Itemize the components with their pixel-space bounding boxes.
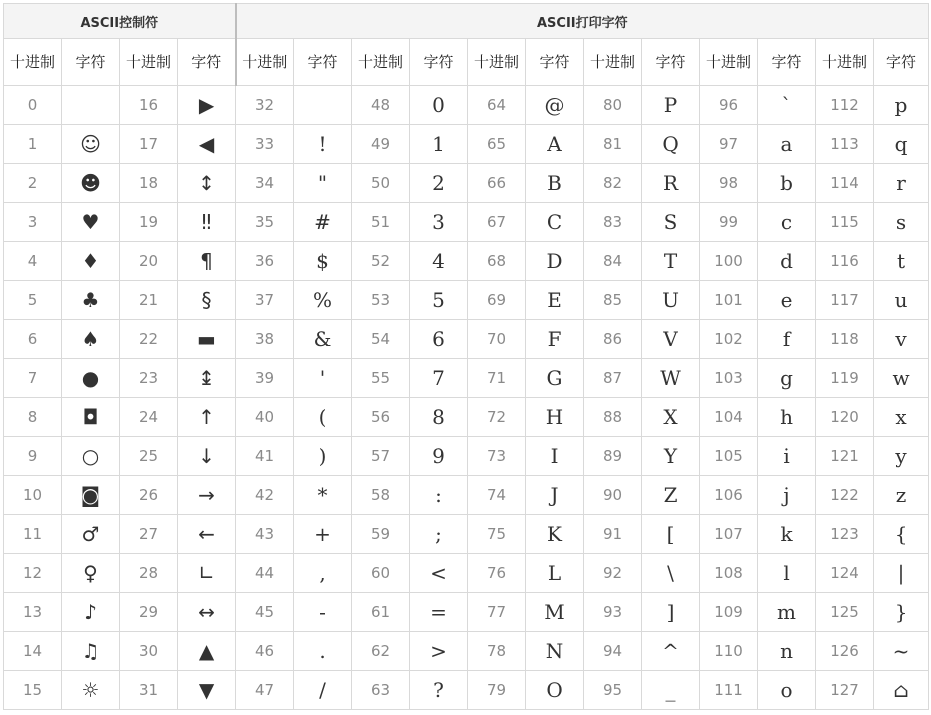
- decimal-cell: 21: [120, 281, 178, 320]
- decimal-cell: 106: [700, 476, 758, 515]
- decimal-cell: 64: [468, 86, 526, 125]
- decimal-cell: 67: [468, 203, 526, 242]
- table-row: [4, 671, 929, 710]
- char-cell: d: [758, 242, 816, 281]
- char-cell: §: [178, 281, 236, 320]
- decimal-cell: 8: [4, 398, 62, 437]
- char-cell: a: [758, 125, 816, 164]
- printable-chars-title: ASCII打印字符: [236, 4, 929, 39]
- decimal-cell: 45: [236, 593, 294, 632]
- char-cell: w: [874, 359, 929, 398]
- decimal-cell: 81: [584, 125, 642, 164]
- decimal-cell: 18: [120, 164, 178, 203]
- char-cell: b: [758, 164, 816, 203]
- decimal-cell: 23: [120, 359, 178, 398]
- char-cell: ♠: [62, 320, 120, 359]
- decimal-cell: 24: [120, 398, 178, 437]
- decimal-cell: 54: [352, 320, 410, 359]
- char-cell: t: [874, 242, 929, 281]
- char-cell: R: [642, 164, 700, 203]
- decimal-cell: 89: [584, 437, 642, 476]
- char-cell: p: [874, 86, 929, 125]
- char-cell: g: [758, 359, 816, 398]
- char-cell: h: [758, 398, 816, 437]
- char-cell: i: [758, 437, 816, 476]
- decimal-cell: 87: [584, 359, 642, 398]
- decimal-cell: 22: [120, 320, 178, 359]
- char-cell: !: [294, 125, 352, 164]
- char-column-header: 字符: [874, 39, 929, 86]
- char-column-header: 字符: [178, 39, 236, 86]
- decimal-cell: 103: [700, 359, 758, 398]
- decimal-cell: 88: [584, 398, 642, 437]
- char-cell: +: [294, 515, 352, 554]
- char-cell: J: [526, 476, 584, 515]
- decimal-cell: 40: [236, 398, 294, 437]
- table-row: [4, 203, 929, 242]
- char-cell: ‼: [178, 203, 236, 242]
- char-cell: ☺: [62, 125, 120, 164]
- decimal-cell: 42: [236, 476, 294, 515]
- char-cell: e: [758, 281, 816, 320]
- char-cell: ): [294, 437, 352, 476]
- char-cell: ♀: [62, 554, 120, 593]
- decimal-cell: 79: [468, 671, 526, 710]
- decimal-cell: 127: [816, 671, 874, 710]
- char-cell: ▼: [178, 671, 236, 710]
- decimal-cell: 46: [236, 632, 294, 671]
- char-cell: {: [874, 515, 929, 554]
- decimal-cell: 66: [468, 164, 526, 203]
- char-cell: o: [758, 671, 816, 710]
- decimal-cell: 124: [816, 554, 874, 593]
- char-cell: F: [526, 320, 584, 359]
- char-cell: ♦: [62, 242, 120, 281]
- char-cell: B: [526, 164, 584, 203]
- ascii-table: [3, 3, 929, 710]
- table-row: [4, 476, 929, 515]
- char-cell: m: [758, 593, 816, 632]
- char-cell: :: [410, 476, 468, 515]
- decimal-cell: 35: [236, 203, 294, 242]
- decimal-cell: 102: [700, 320, 758, 359]
- decimal-cell: 63: [352, 671, 410, 710]
- char-cell: G: [526, 359, 584, 398]
- decimal-cell: 91: [584, 515, 642, 554]
- decimal-cell: 113: [816, 125, 874, 164]
- char-cell: x: [874, 398, 929, 437]
- decimal-cell: 62: [352, 632, 410, 671]
- char-column-header: 字符: [642, 39, 700, 86]
- char-cell: #: [294, 203, 352, 242]
- decimal-cell: 48: [352, 86, 410, 125]
- char-cell: f: [758, 320, 816, 359]
- char-cell: ♣: [62, 281, 120, 320]
- char-cell: ♪: [62, 593, 120, 632]
- char-cell: @: [526, 86, 584, 125]
- decimal-cell: 25: [120, 437, 178, 476]
- char-cell: n: [758, 632, 816, 671]
- decimal-cell: 2: [4, 164, 62, 203]
- table-row: [4, 125, 929, 164]
- decimal-cell: 57: [352, 437, 410, 476]
- char-cell: ∟: [178, 554, 236, 593]
- decimal-cell: 37: [236, 281, 294, 320]
- char-cell: ●: [62, 359, 120, 398]
- decimal-cell: 27: [120, 515, 178, 554]
- decimal-cell: 122: [816, 476, 874, 515]
- decimal-cell: 61: [352, 593, 410, 632]
- char-cell: ♥: [62, 203, 120, 242]
- decimal-cell: 44: [236, 554, 294, 593]
- char-cell: ]: [642, 593, 700, 632]
- decimal-cell: 53: [352, 281, 410, 320]
- char-cell: ♫: [62, 632, 120, 671]
- decimal-cell: 126: [816, 632, 874, 671]
- decimal-cell: 1: [4, 125, 62, 164]
- char-cell: j: [758, 476, 816, 515]
- decimal-column-header: 十进制: [816, 39, 874, 86]
- decimal-cell: 83: [584, 203, 642, 242]
- decimal-cell: 86: [584, 320, 642, 359]
- char-cell: [62, 86, 120, 125]
- char-cell: }: [874, 593, 929, 632]
- decimal-cell: 36: [236, 242, 294, 281]
- decimal-column-header: 十进制: [236, 39, 294, 86]
- char-cell: ◀: [178, 125, 236, 164]
- char-cell: ": [294, 164, 352, 203]
- char-cell: 6: [410, 320, 468, 359]
- char-cell: T: [642, 242, 700, 281]
- char-cell: ↨: [178, 359, 236, 398]
- char-cell: P: [642, 86, 700, 125]
- decimal-cell: 71: [468, 359, 526, 398]
- char-cell: ↔: [178, 593, 236, 632]
- char-cell: 9: [410, 437, 468, 476]
- char-cell: |: [874, 554, 929, 593]
- char-cell: %: [294, 281, 352, 320]
- decimal-cell: 28: [120, 554, 178, 593]
- char-cell: \: [642, 554, 700, 593]
- table-row: [4, 554, 929, 593]
- char-column-header: 字符: [62, 39, 120, 86]
- char-cell: I: [526, 437, 584, 476]
- decimal-cell: 125: [816, 593, 874, 632]
- char-cell: ▲: [178, 632, 236, 671]
- decimal-cell: 84: [584, 242, 642, 281]
- char-cell: Z: [642, 476, 700, 515]
- char-cell: ○: [62, 437, 120, 476]
- char-cell: >: [410, 632, 468, 671]
- decimal-cell: 4: [4, 242, 62, 281]
- decimal-cell: 38: [236, 320, 294, 359]
- decimal-cell: 95: [584, 671, 642, 710]
- char-cell: ,: [294, 554, 352, 593]
- char-cell: u: [874, 281, 929, 320]
- decimal-cell: 77: [468, 593, 526, 632]
- char-cell: ▶: [178, 86, 236, 125]
- decimal-cell: 20: [120, 242, 178, 281]
- decimal-cell: 70: [468, 320, 526, 359]
- decimal-cell: 104: [700, 398, 758, 437]
- decimal-cell: 29: [120, 593, 178, 632]
- decimal-cell: 43: [236, 515, 294, 554]
- decimal-cell: 123: [816, 515, 874, 554]
- char-cell: ↓: [178, 437, 236, 476]
- decimal-cell: 41: [236, 437, 294, 476]
- table-row: [4, 281, 929, 320]
- decimal-cell: 68: [468, 242, 526, 281]
- char-cell: ←: [178, 515, 236, 554]
- decimal-cell: 55: [352, 359, 410, 398]
- decimal-column-header: 十进制: [468, 39, 526, 86]
- char-cell: N: [526, 632, 584, 671]
- table-row: [4, 164, 929, 203]
- decimal-cell: 39: [236, 359, 294, 398]
- char-column-header: 字符: [410, 39, 468, 86]
- char-cell: ♂: [62, 515, 120, 554]
- char-cell: ☼: [62, 671, 120, 710]
- decimal-cell: 97: [700, 125, 758, 164]
- table-row: [4, 320, 929, 359]
- char-cell: U: [642, 281, 700, 320]
- table-row: [4, 242, 929, 281]
- char-cell: ¶: [178, 242, 236, 281]
- decimal-cell: 116: [816, 242, 874, 281]
- decimal-cell: 94: [584, 632, 642, 671]
- decimal-cell: 33: [236, 125, 294, 164]
- char-cell: ⌂: [874, 671, 929, 710]
- char-cell: &: [294, 320, 352, 359]
- char-cell: 3: [410, 203, 468, 242]
- char-cell: ↕: [178, 164, 236, 203]
- char-cell: 4: [410, 242, 468, 281]
- decimal-cell: 92: [584, 554, 642, 593]
- decimal-cell: 69: [468, 281, 526, 320]
- decimal-cell: 31: [120, 671, 178, 710]
- char-cell: [: [642, 515, 700, 554]
- char-cell: .: [294, 632, 352, 671]
- char-cell: ': [294, 359, 352, 398]
- decimal-cell: 14: [4, 632, 62, 671]
- char-cell: M: [526, 593, 584, 632]
- char-cell: c: [758, 203, 816, 242]
- decimal-cell: 118: [816, 320, 874, 359]
- decimal-cell: 11: [4, 515, 62, 554]
- decimal-cell: 26: [120, 476, 178, 515]
- char-cell: 0: [410, 86, 468, 125]
- decimal-cell: 90: [584, 476, 642, 515]
- decimal-column-header: 十进制: [584, 39, 642, 86]
- char-column-header: 字符: [294, 39, 352, 86]
- char-cell: ◘: [62, 398, 120, 437]
- char-cell: 5: [410, 281, 468, 320]
- char-cell: ^: [642, 632, 700, 671]
- char-cell: Y: [642, 437, 700, 476]
- char-cell: →: [178, 476, 236, 515]
- decimal-cell: 101: [700, 281, 758, 320]
- decimal-cell: 9: [4, 437, 62, 476]
- decimal-cell: 75: [468, 515, 526, 554]
- decimal-cell: 85: [584, 281, 642, 320]
- char-cell: A: [526, 125, 584, 164]
- decimal-cell: 34: [236, 164, 294, 203]
- char-cell: 2: [410, 164, 468, 203]
- decimal-cell: 74: [468, 476, 526, 515]
- decimal-cell: 17: [120, 125, 178, 164]
- decimal-cell: 121: [816, 437, 874, 476]
- char-cell: *: [294, 476, 352, 515]
- decimal-cell: 10: [4, 476, 62, 515]
- decimal-column-header: 十进制: [700, 39, 758, 86]
- char-cell: 7: [410, 359, 468, 398]
- decimal-cell: 117: [816, 281, 874, 320]
- char-cell: y: [874, 437, 929, 476]
- decimal-cell: 111: [700, 671, 758, 710]
- decimal-cell: 82: [584, 164, 642, 203]
- decimal-cell: 73: [468, 437, 526, 476]
- decimal-cell: 60: [352, 554, 410, 593]
- char-cell: -: [294, 593, 352, 632]
- char-cell: ?: [410, 671, 468, 710]
- decimal-cell: 3: [4, 203, 62, 242]
- decimal-cell: 78: [468, 632, 526, 671]
- decimal-cell: 51: [352, 203, 410, 242]
- char-cell: C: [526, 203, 584, 242]
- char-cell: V: [642, 320, 700, 359]
- char-cell: (: [294, 398, 352, 437]
- char-cell: k: [758, 515, 816, 554]
- char-cell: v: [874, 320, 929, 359]
- char-cell: q: [874, 125, 929, 164]
- table-row: [4, 437, 929, 476]
- decimal-cell: 93: [584, 593, 642, 632]
- decimal-cell: 100: [700, 242, 758, 281]
- decimal-cell: 58: [352, 476, 410, 515]
- decimal-cell: 99: [700, 203, 758, 242]
- char-cell: E: [526, 281, 584, 320]
- char-cell: $: [294, 242, 352, 281]
- decimal-cell: 115: [816, 203, 874, 242]
- decimal-cell: 110: [700, 632, 758, 671]
- table-row: [4, 515, 929, 554]
- decimal-cell: 107: [700, 515, 758, 554]
- char-column-header: 字符: [526, 39, 584, 86]
- decimal-cell: 16: [120, 86, 178, 125]
- table-row: [4, 86, 929, 125]
- decimal-cell: 80: [584, 86, 642, 125]
- char-cell: r: [874, 164, 929, 203]
- char-cell: l: [758, 554, 816, 593]
- decimal-cell: 96: [700, 86, 758, 125]
- decimal-cell: 120: [816, 398, 874, 437]
- decimal-cell: 32: [236, 86, 294, 125]
- decimal-cell: 5: [4, 281, 62, 320]
- decimal-cell: 7: [4, 359, 62, 398]
- decimal-cell: 98: [700, 164, 758, 203]
- char-cell: L: [526, 554, 584, 593]
- decimal-cell: 72: [468, 398, 526, 437]
- char-cell: D: [526, 242, 584, 281]
- char-cell: ◙: [62, 476, 120, 515]
- decimal-cell: 59: [352, 515, 410, 554]
- decimal-column-header: 十进制: [352, 39, 410, 86]
- char-cell: H: [526, 398, 584, 437]
- table-row: [4, 398, 929, 437]
- char-cell: /: [294, 671, 352, 710]
- decimal-cell: 76: [468, 554, 526, 593]
- table-row: [4, 359, 929, 398]
- char-cell: X: [642, 398, 700, 437]
- decimal-cell: 65: [468, 125, 526, 164]
- char-column-header: 字符: [758, 39, 816, 86]
- table-row: [4, 593, 929, 632]
- char-cell: ▬: [178, 320, 236, 359]
- decimal-cell: 13: [4, 593, 62, 632]
- decimal-cell: 108: [700, 554, 758, 593]
- decimal-cell: 114: [816, 164, 874, 203]
- decimal-cell: 12: [4, 554, 62, 593]
- char-cell: ↑: [178, 398, 236, 437]
- char-cell: 1: [410, 125, 468, 164]
- decimal-cell: 112: [816, 86, 874, 125]
- char-cell: K: [526, 515, 584, 554]
- decimal-cell: 15: [4, 671, 62, 710]
- char-cell: [294, 86, 352, 125]
- char-cell: s: [874, 203, 929, 242]
- decimal-cell: 105: [700, 437, 758, 476]
- decimal-cell: 19: [120, 203, 178, 242]
- control-chars-title: ASCII控制符: [4, 4, 236, 39]
- char-cell: O: [526, 671, 584, 710]
- decimal-cell: 50: [352, 164, 410, 203]
- decimal-cell: 49: [352, 125, 410, 164]
- decimal-cell: 56: [352, 398, 410, 437]
- decimal-column-header: 十进制: [120, 39, 178, 86]
- char-cell: z: [874, 476, 929, 515]
- char-cell: ;: [410, 515, 468, 554]
- decimal-cell: 0: [4, 86, 62, 125]
- char-cell: <: [410, 554, 468, 593]
- table-row: [4, 632, 929, 671]
- char-cell: ☻: [62, 164, 120, 203]
- char-cell: ~: [874, 632, 929, 671]
- decimal-cell: 119: [816, 359, 874, 398]
- decimal-cell: 30: [120, 632, 178, 671]
- char-cell: S: [642, 203, 700, 242]
- char-cell: `: [758, 86, 816, 125]
- decimal-cell: 6: [4, 320, 62, 359]
- decimal-cell: 47: [236, 671, 294, 710]
- char-cell: _: [642, 671, 700, 710]
- decimal-column-header: 十进制: [4, 39, 62, 86]
- char-cell: 8: [410, 398, 468, 437]
- char-cell: W: [642, 359, 700, 398]
- char-cell: =: [410, 593, 468, 632]
- decimal-cell: 52: [352, 242, 410, 281]
- char-cell: Q: [642, 125, 700, 164]
- decimal-cell: 109: [700, 593, 758, 632]
